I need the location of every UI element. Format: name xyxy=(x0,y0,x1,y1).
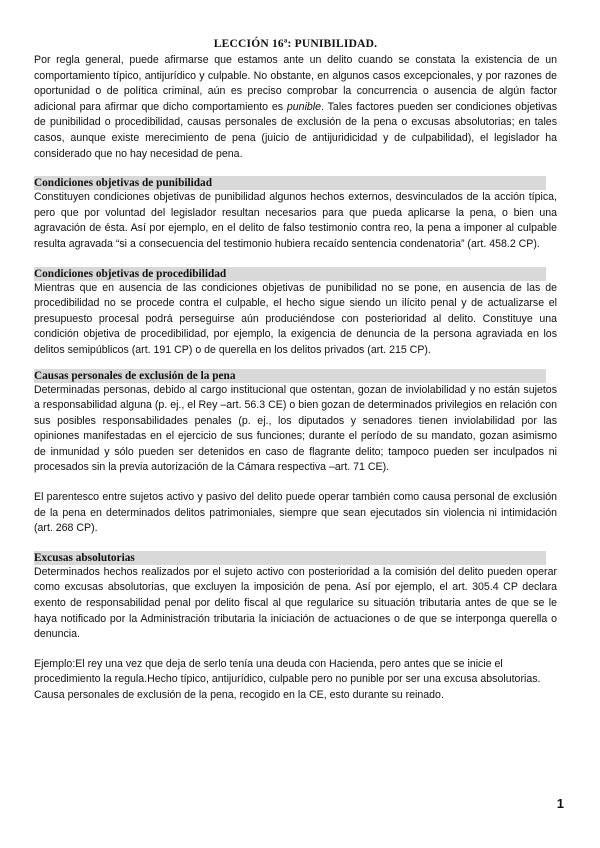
section-text-excusas: Determinados hechos realizados por el sujeto activo con posterioridad a la comisión del delito pueden operar como excusas absolutorias, que excluyen la imposición de pena. Así por ejemplo, el art. 305.4 CP declara exento de responsabilidad penal por delito fiscal al que regularice su situación tributaria antes de que se le haya notificado por la Administración tributaria la iniciación de actuaciones o de que se interponga querella o denuncia. xyxy=(34,565,557,641)
example-paragraph: Ejemplo:El rey una vez que deja de serlo tenía una deuda con Hacienda, pero antes que se inicie el procedimiento la regula.Hecho típico, antijurídico, culpable pero no punible por ser una excusa absolutorias. xyxy=(34,657,541,686)
section-heading-excusas: Excusas absolutorias xyxy=(34,551,546,565)
section-heading-punibilidad: Condiciones objetivas de punibilidad xyxy=(34,176,546,190)
lesson-title: LECCIÓN 16ª: PUNIBILIDAD. xyxy=(213,38,378,50)
section-heading-causas: Causas personales de exclusión de la pena xyxy=(34,369,546,383)
document-page xyxy=(34,38,557,704)
section-text-procedibilidad: Mientras que en ausencia de las condiciones objetivas de punibilidad no se pone, en ausencia de las de procedibilidad no se procede contra el culpable, el hecho sigue siendo un ilícito penal y de actualizarse el presupuesto procesal podrá perseguirse aún produciéndose con posterioridad al delito. Constituye una condición objetiva de procedibilidad, por ejemplo, la exigencia de denuncia de la persona agraviada en los delitos semipúblicos (art. 191 CP) o de querella en los delitos privados (art. 215 CP). xyxy=(34,281,557,356)
example-note: Causa personales de exclusión de la pena, recogido en la CE, esto durante su reinado. xyxy=(34,689,444,701)
intro-emphasis: punible xyxy=(286,100,322,113)
section-text-causas-1: Determinadas personas, debido al cargo institucional que ostentan, gozan de inviolabilidad y no están sujetos a responsabilidad alguna (p. ej., el Rey –art. 56.3 CE) o bien gozan de determinados privilegios en relación con sus posibles responsabilidades penales (p. ej., los diputados y senadores tienen inviolabilidad por las opiniones manifestadas en el ejercicio de sus funciones; durante el período de su mandato, gozan asimismo de inmunidad y sólo pueden ser detenidos en caso de flagrante delito; tampoco pueden ser inculpados ni procesados sin la previa autorización de la Cámara respectiva –art. 71 CE). xyxy=(34,383,557,474)
intro-text-before: Por regla general, puede afirmarse que estamos ante un delito cuando se constata la existencia de un comportamiento típico, antijurídico y culpable. No obstante, en algunos casos excepcionales, y por razones de oportunidad o de política criminal, aún es preciso comprobar la concurrencia o ausencia de algún factor adicional para afirmar que dicho comportamiento es xyxy=(34,54,557,113)
page-number: 1 xyxy=(556,796,564,811)
section-text-causas-2: El parentesco entre sujetos activo y pasivo del delito puede operar también como causa personal de exclusión de la pena en determinados delitos patrimoniales, siempre que sean ejecutados sin violencia ni intimidación (art. 268 CP). xyxy=(34,491,557,535)
intro-text-after: . Tales factores pueden ser condiciones objetivas de punibilidad o procedibilidad, causas personales de exclusión de la pena o excusas absolutorias; en tales casos, aunque existe merecimiento de pena (juicio de antijuridicidad y de culpabilidad), el legislador ha considerado que no hay necesidad de pena. xyxy=(34,100,557,160)
section-text-punibilidad: Constituyen condiciones objetivas de punibilidad algunos hechos externos, desvinculados de la acción típica, pero que por voluntad del legislador resultan necesarios para que pueda aplicarse la pena, o bien una agravación de ésta. Así por ejemplo, en el delito de falso testimonio contra reo, la pena a imponer al culpable resulta agravada “si a consecuencia del testimonio hubiera recaído sentencia condenatoria” (art. 458.2 CP). xyxy=(34,191,557,250)
intro-paragraph xyxy=(34,53,557,162)
section-heading-procedibilidad: Condiciones objetivas de procedibilidad xyxy=(34,267,546,281)
